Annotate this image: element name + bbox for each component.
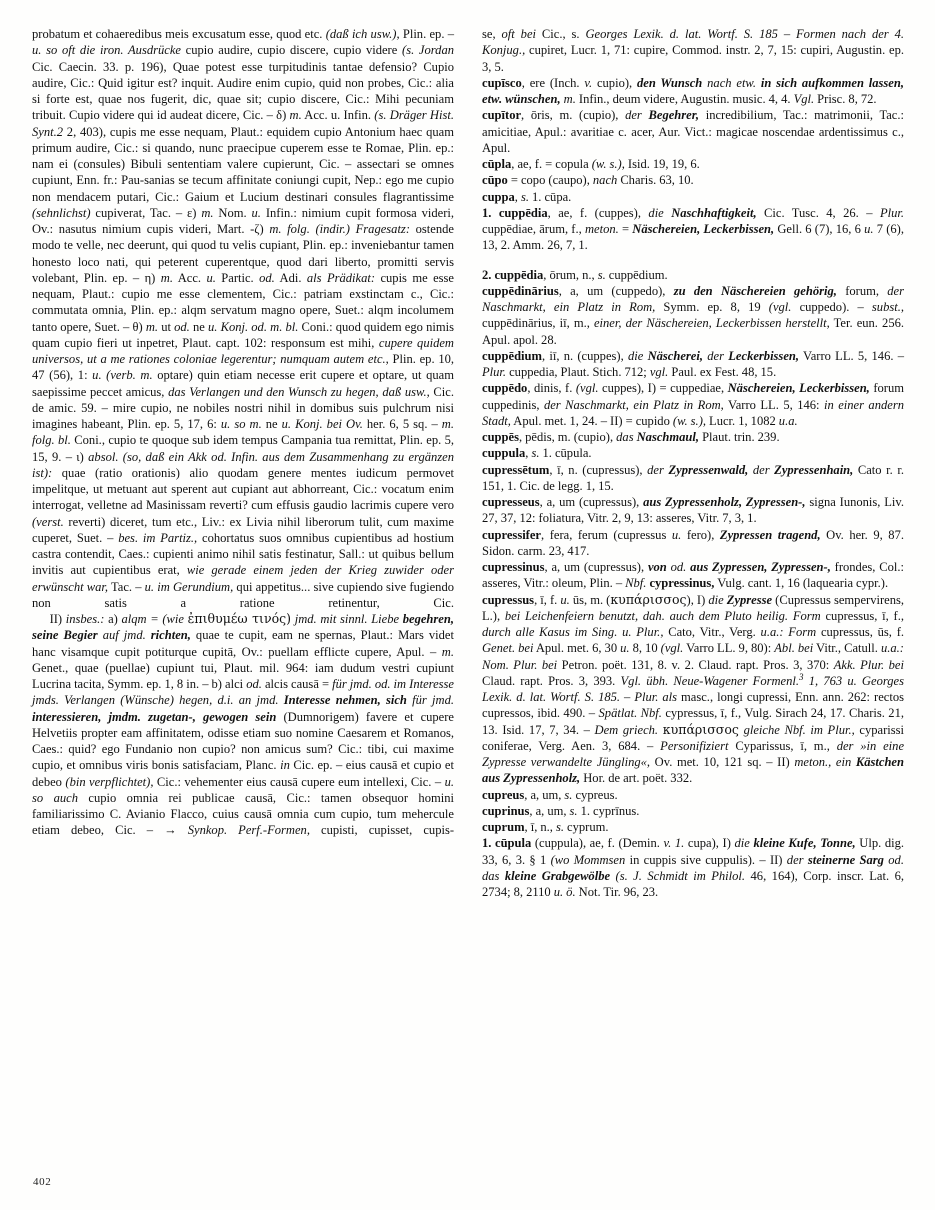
dictionary-entry: 1. cuppēdia, ae, f. (cuppes), die Naschhaftigkeit, Cic. Tusc. 4, 26. – Plur. cuppēdiae, ārum, f., meton. = Näschereien, Leckerbissen, Gell. 6 (7), 16, 6 u. 7 (6), 13, 2. Amm. 26, 7, 1. <box>482 205 904 253</box>
continued-paragraph: se, oft bei Cic., s. Georges Lexik. d. lat. Wortf. S. 185 – Formen nach der 4. Konjug., cupiret, Lucr. 1, 71: cupire, Commod. instr. 2, 7, 15: cupiri, Augustin. ep. 3, 5. <box>482 27 905 74</box>
dictionary-entry: cuppa, s. 1. cūpa. <box>482 189 572 204</box>
dictionary-entry: cupīsco, ere (Inch. v. cupio), den Wunsch nach etw. in sich aufkommen lassen, etw. wünschen, m. Infin., deum videre, Augustin. music. 4, 4. Vgl. Prisc. 8, 72. <box>482 75 904 106</box>
continued-paragraph: probatum et cohaeredibus meis excusatum esse, quod etc. (daß ich usw.), Plin. ep. – u. so oft die iron. Ausdrücke cupio audire, cupio discere, cupio videre (s. Jordan Cic. Caecin. 33. p. 196), Quae potest esse turpitudinis tantae defensio? Cupio audire, Cic.: Quid igitur est? inquit. Audire enim cupio, quid non probes, Cic.: alia si forte est, quae nos fugerit, dic, quae sit; cupio discere, Cic.: Mihi pecuniam tribuit. Cupio videre qui id audeat dicere, Cic. – δ) m. Acc. u. Infin. (s. Dräger Hist. Synt.2 2, 403), cupis me esse nequam, Plaut.: equidem cupio Antonium haec quam primum audire, Cic.: si quando, nunc praecipue cuperem esse te Romae, Plin. ep.: nam ei (consules) Bibuli sententiam valere cupierunt, Cic. – assectari se omnes cupiunt, Enn. fr.: Pau-sanias se tecum affinitate coniungi cupit, Nep.: ego me cupio non mendacem putari, Cic.: Gaium et Lucium destinari consules flagrantissime (sehnlichst) cupiverat, Tac. – ε) m. Nom. u. Infin.: nimium cupit formosa videri, Ov.: nasutus nimium cupis videri, Mart. -ζ) m. folg. (indir.) Fragesatz: ostende modo te velle, nec deerunt, qui quod tu velis cupiant, Plin. ep.: inveniebantur tamen honesto loco nati, qui peterent cuperentque, quod dari liberto, promitti servis volebant, Plin. ep. – η) m. Acc. u. Partic. od. Adi. als Prädikat: cupis me esse nequam, Plaut.: cupio me esse clementem, Cic.: patriam exstinctam c., Cic.: commutata omnia, Plin. ep.: alqm servatum magno opere, Suet.: alqm incolumem tanto opere, Suet. – θ) m. ut od. ne u. Konj. od. m. bl. Coni.: quod quidem ego nimis quam cupio fieri ut inpetret, Plaut. capt. 102: responsum est mihi, cupere quidem universos, ut a me rationes coloniae legerentur; numquam autem etc., Plin. ep. 10, 47 (56), 1: u. (verb. m. optare) quin etiam necesse erit cupere et optare, ut quam saepissime peccet amicus, das Verlangen und den Wunsch zu hegen, daß usw., Cic. de amic. 59. – mire cupio, ne nobiles nostri nihil in domibus suis pulchrum nisi imagines habeant, Plin. ep. 5, 17, 6: u. so m. ne u. Konj. bei Ov. her. 6, 5 sq. – m. folg. bl. Coni., cupio te quoque sub idem tempus Campania tua remittat, Plin. ep. 5, 15, 9. – ι) absol. (so, daß ein Akk od. Infin. aus dem Zusammenhang zu ergänzen ist): quae (ratio orationis) alio quodam genere mentes iudicum permovet impelitque, ut metuant aut sperent aut cupiant aut abhorreant, Cic.: vocatum enim interrogat, velletne ad Masinissam reverti? cum effusis gaudio lacrimis cupere vero (verst. reverti) diceret, tum etc., Liv.: ex Livia nihil liberorum tulit, cum maxime cuperet, Suet. – bes. im Partiz., cohortatus suos omnibus cupientibus ad hostium castra contendit, Caes.: cupienti animo nihil satis festinatur, Sall.: ut quibus bellum invitis aut cupientibus erat, wie gerade einem jeden der Krieg zuwider oder erwünscht war, Tac. – u. im Gerundium, qui appetitus... sive cupiendo sive fugiendo non satis a ratione retinentur, Cic. <box>32 27 455 610</box>
dictionary-entry: cupressus, ī, f. u. ūs, m. (κυπάρισσος), I) die Zypresse (Cupressus sempervirens, L.), bei Leichenfeiern benutzt, dah. auch dem Pluto heilig. Form cupressus, ī, f., durch alle Kasus im Sing. u. Plur., Cato, Vitr., Verg. u.a.: Form cupressus, ūs, f. Genet. bei Apul. met. 6, 30 u. 8, 10 (vgl. Varro LL. 9, 80): Abl. bei Vitr., Catull. u.a.: Nom. Plur. bei Petron. poët. 131, 8. v. 2. Claud. rapt. Pros. 3, 370: Akk. Plur. bei Claud. rapt. Pros. 3, 393. Vgl. übh. Neue-Wagener Formenl.$^3$ 1, 763 u. Georges Lexik. d. lat. Wortf. S. 185. – Plur. als masc., longi cupressi, Enn. ann. 262: rectos cupressos, ibid. 490. – Spätlat. Nbf. cypressus, ī, f., Vulg. Sirach 24, 17. Charis. 21, 13. Isid. 17, 7, 34. – Dem griech. κυπάρισσος gleiche Nbf. im Plur., cyparissi coniferae, Verg. Aen. 3, 684. – Personifiziert Cyparissus, ī, m., der »in eine Zypresse verwandelte Jüngling«, Ov. met. 10, 121 sq. – II) meton., ein Kästchen aus Zypressenholz, Hor. de art. poët. 332. <box>482 591 905 786</box>
dictionary-entry: cuppēdo, dinis, f. (vgl. cuppes), I) = cuppediae, Näschereien, Leckerbissen, forum cuppedinis, der Naschmarkt, ein Platz in Rom, Varro LL. 5, 146: in einer andern Stadt, Apul. met. 1, 24. – II) = cupido (w. s.), Lucr. 1, 1082 u.a. <box>482 381 904 428</box>
dictionary-entry: cuprinus, a, um, s. 1. cyprīnus. <box>482 803 640 818</box>
dictionary-entry: 2. cuppēdia, ōrum, n., s. cuppēdium. <box>482 267 668 282</box>
right-text-column <box>482 26 904 1136</box>
left-text-column <box>32 26 454 1136</box>
dictionary-entry: cupressifer, fera, ferum (cupressus u. fero), Zypressen tragend, Ov. her. 9, 87. Sidon. carm. 23, 417. <box>482 527 904 558</box>
entry-sense-paragraph: II) insbes.: a) alqm = (wie ἐπιθυμέω τινός) jmd. mit sinnl. Liebe begehren, seine Begier auf jmd. richten, quae te cupit, eam ne spernas, Plaut.: Mars videt hanc visamque cupit potiturque cupitā, Ov.: puellam efflicte cupere, Apul. – m. Genet., quae (puellae) cupiunt tui, Plaut. mil. 964: iam dudum vestri cupiunt Lucrina tacita, Symm. ep. 1, 8 in. – b) alci od. alcis causā = für jmd. od. im Interesse jmds. Verlangen (Wünsche) hegen, d.i. an jmd. Interesse nehmen, sich für jmd. interessieren, jmdm. zugetan-, gewogen sein (Dumnorigem) favere et cupere Helvetiis propter eam affinitatem, odisse etiam suo nomine Caesarem et Romanos, Caes.: quid? ego Fundanio non cupio? non amicus sum? Cic.: tibi, cui maxime cupio, et omnibus viris bonis satisfaciam, Planc. in Cic. ep. – eius causā et cupio et debeo (bin verpflichtet), Cic.: vehementer eius causā cupere eum intellexi, Cic. – u. so auch cupio omnia rei publicae causā, Cic.: tamen obsequor homini familiarissimo C. Avianio Flacco, cuius causā omnia cum cupio, tum mehercule etiam debeo, Cic. – → Synkop. Perf.-Formen, cupisti, cupisset, cupis- <box>32 611 455 838</box>
dictionary-entry: cupresseus, a, um (cupressus), aus Zypressenholz, Zypressen-, signa Iunonis, Liv. 27, 37, 12: foliatura, Vitr. 2, 9, 13: asseres, Vitr. 7, 3, 1. <box>482 495 904 526</box>
dictionary-entry: cuppēdium, iī, n. (cuppes), die Näscherei, der Leckerbissen, Varro LL. 5, 146. – Plur. cuppedia, Plaut. Stich. 712; vgl. Paul. ex Fest. 48, 15. <box>482 348 905 379</box>
dictionary-entry: cuppēdinārius, a, um (cuppedo), zu den Näschereien gehörig, forum, der Naschmarkt, ein Platz in Rom, Symm. ep. 8, 19 (vgl. cuppedo). – subst., cuppēdinārius, iī, m., einer, der Näschereien, Leckerbissen herstellt, Ter. eun. 256. Apul. apol. 28. <box>482 283 905 347</box>
dictionary-entry: cuppēs, pēdis, m. (cupio), das Naschmaul, Plaut. trin. 239. <box>482 430 780 444</box>
dictionary-entry: cuppula, s. 1. cūpula. <box>482 446 592 461</box>
dictionary-entry: cupreus, a, um, s. cypreus. <box>482 787 618 802</box>
dictionary-entry: cupressinus, a, um (cupressus), von od. aus Zypressen, Zypressen-, frondes, Col.: asseres, Vitr.: oleum, Plin. – Nbf. cypressinus, Vulg. cant. 1, 16 (laquearia cypr.). <box>482 560 904 591</box>
page-number: 402 <box>33 1176 52 1188</box>
dictionary-entry: cuprum, ī, n., s. cyprum. <box>482 820 609 834</box>
two-column-body <box>32 26 904 1136</box>
dictionary-entry: cupressētum, ī, n. (cupressus), der Zypressenwald, der Zypressenhain, Cato r. r. 151, 1. Cic. de legg. 1, 15. <box>482 462 904 493</box>
dictionary-entry: cūpla, ae, f. = copula (w. s.), Isid. 19, 19, 6. <box>482 157 700 171</box>
dictionary-entry: 1. cūpula (cuppula), ae, f. (Demin. v. 1. cupa), I) die kleine Kufe, Tonne, Ulp. dig. 33, 6, 3. § 1 (wo Mommsen in cuppis sive cuppulis). – II) der steinerne Sarg od. das kleine Grabgewölbe (s. J. Schmidt im Philol. 46, 164), Corp. inscr. Lat. 6, 2734; 8, 2110 u. ö. Not. Tir. 96, 23. <box>482 836 904 899</box>
dictionary-entry: cupītor, ōris, m. (cupio), der Begehrer, incredibilium, Tac.: matrimonii, Tac.: amicitiae, Apul.: avaritiae c. acer, Aur. Vict.: magicae noscendae ardentissimus c., Apul. <box>482 108 904 155</box>
dictionary-entry: cūpo = copo (caupo), nach Charis. 63, 10. <box>482 173 694 188</box>
